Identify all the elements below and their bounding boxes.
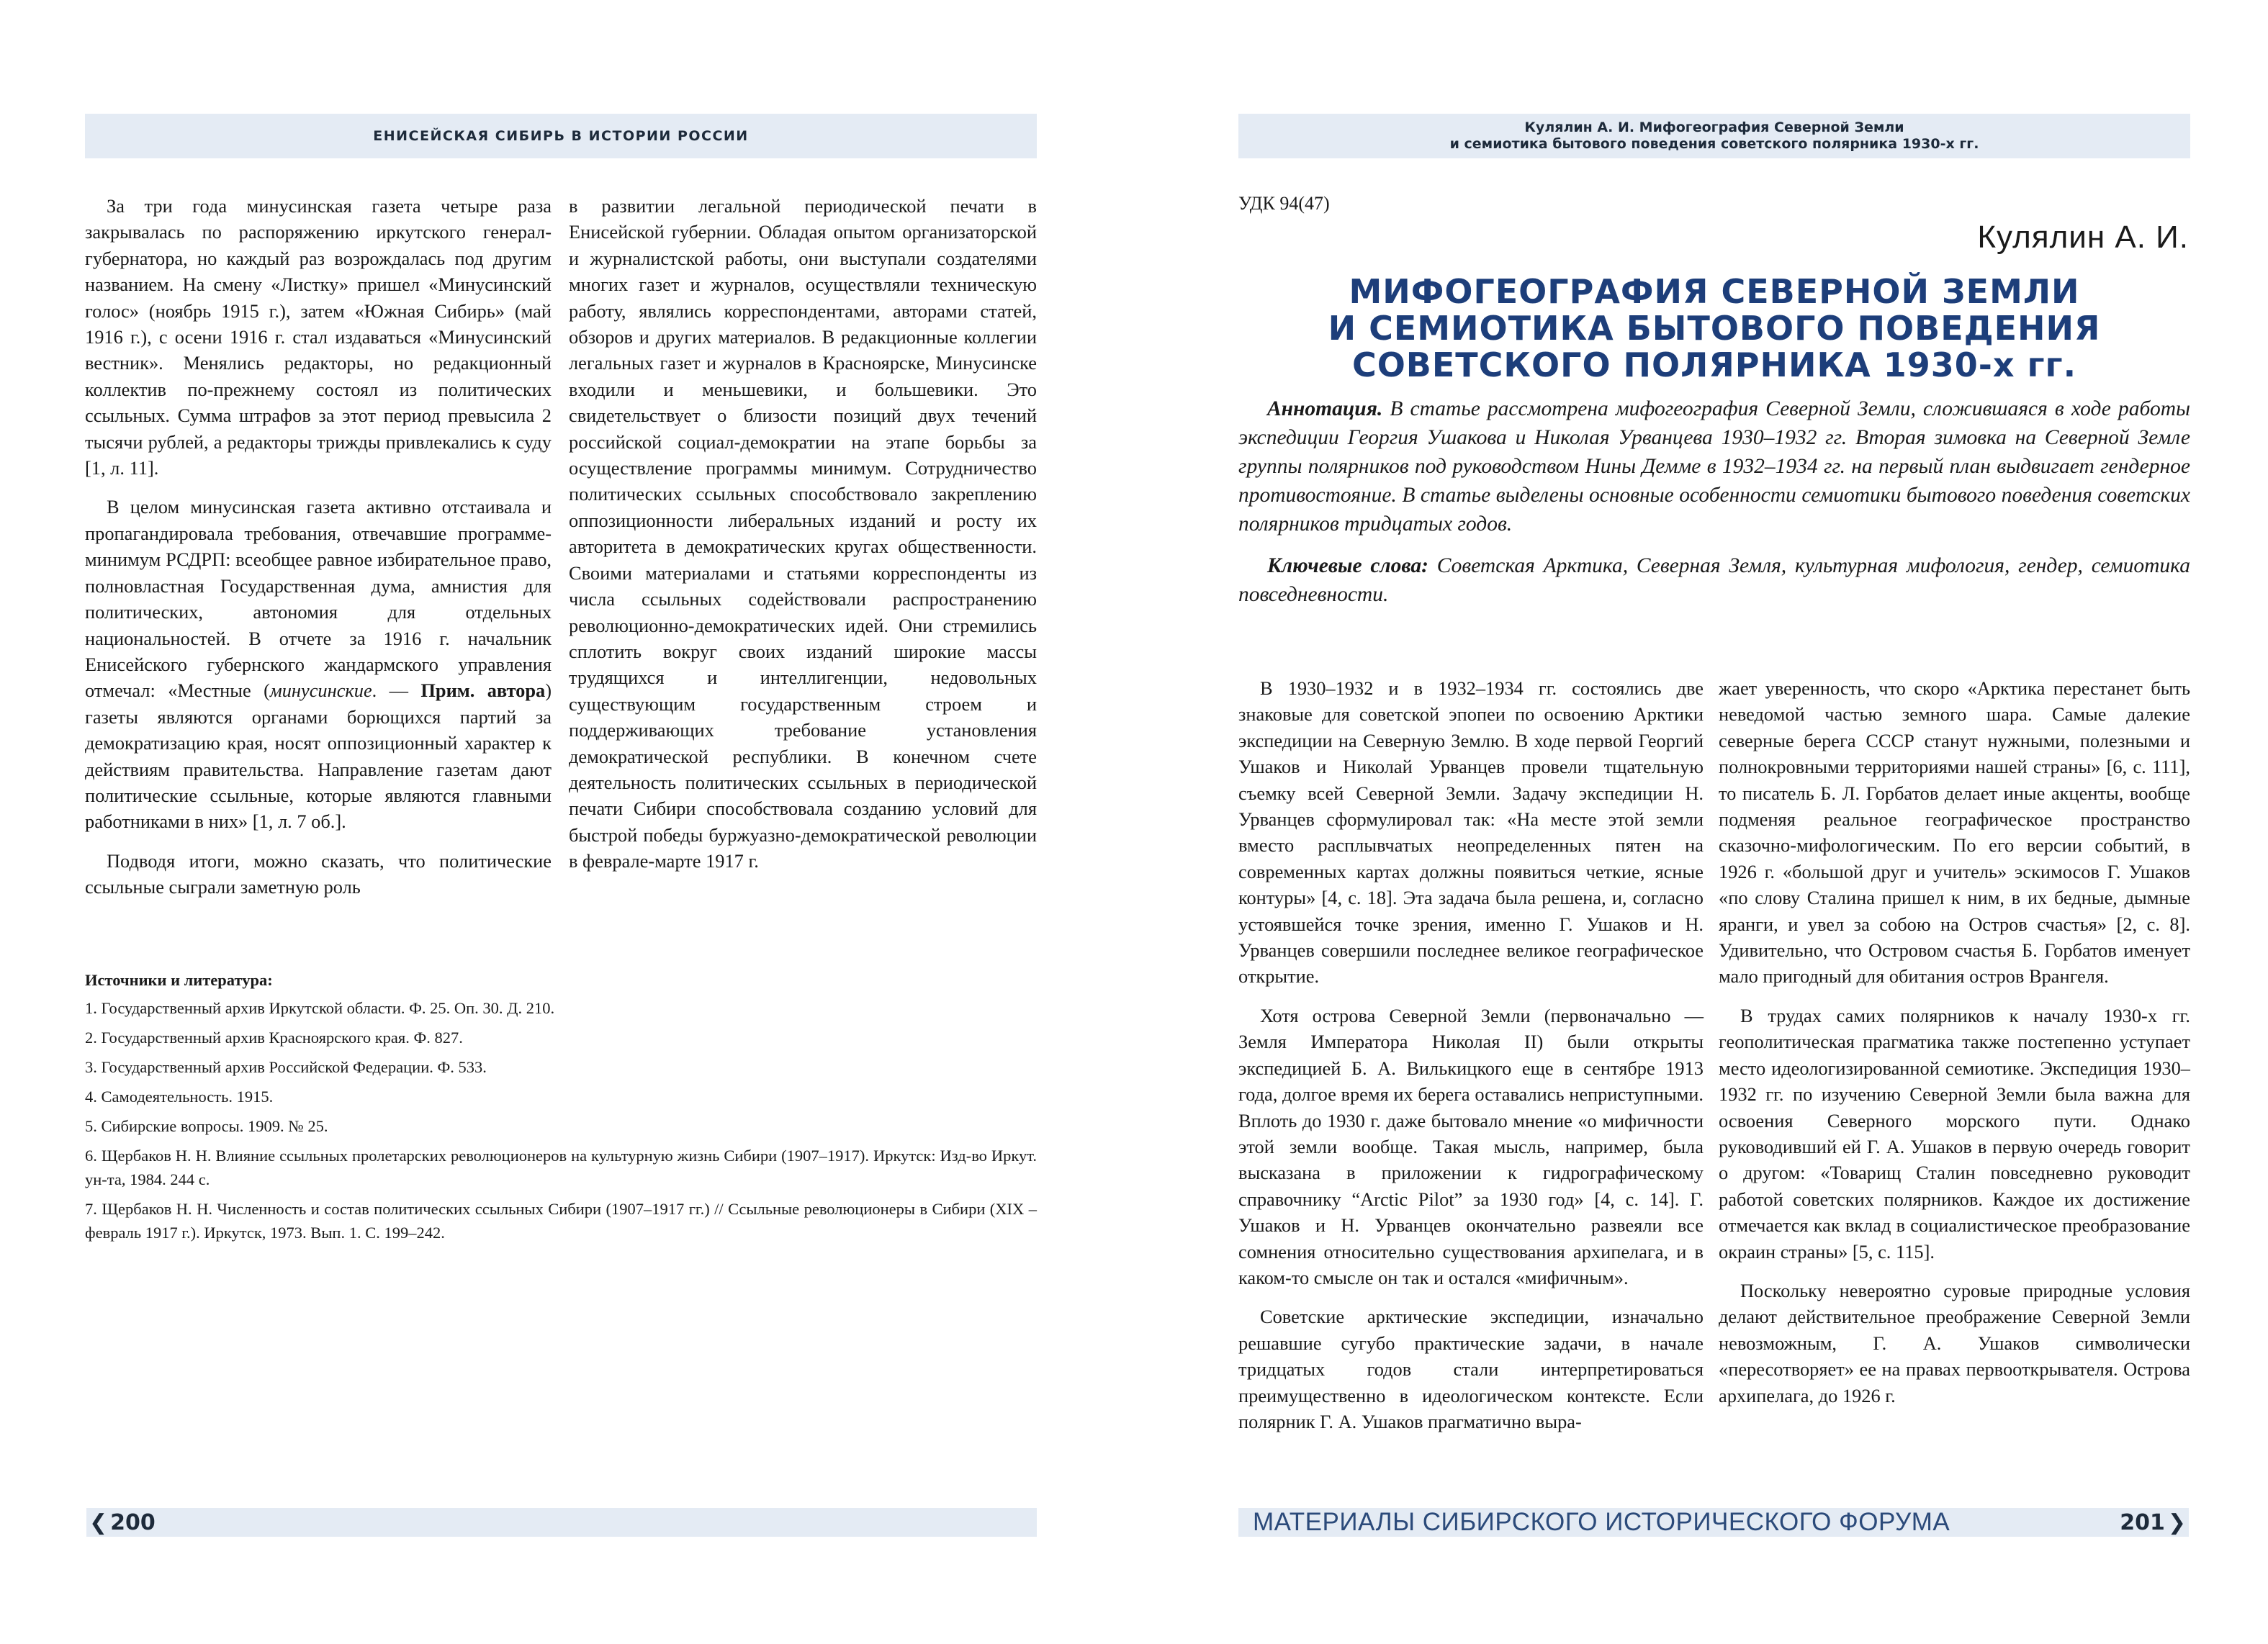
source-item: 3. Государственный архив Российской Федерации. Ф. 533. bbox=[85, 1058, 487, 1076]
chevron-right-icon: ❯ bbox=[2167, 1509, 2186, 1535]
right-column-2 bbox=[1719, 675, 2190, 1409]
left-page-number bbox=[86, 1510, 156, 1535]
left-col1-p2-start: В целом минусинская газета активно отстаивала и пропагандировала требования, отвечавшие программе-минимум РСДРП: всеобщее равное избирательное право, полновластная Государственная дума, амнистия для политических, автономия для отдельных национальностей. В отчете за 1916 г. начальник Енисейского губернского жандармского управления отмечал: «Местные ( bbox=[85, 496, 552, 702]
sources-list bbox=[85, 968, 1037, 1250]
keywords-text: Советская Арктика, Северная Земля, культурная мифология, гендер, семиотика повседневности. bbox=[1238, 554, 2190, 606]
left-col1-p2-end: ) газеты являются органами борющихся партий за демократизацию края, носят оппозиционный характер к действиям правительства. Направление газетам дают политические ссыльные, которые являются главными работниками в них» [1, л. 7 об.]. bbox=[85, 679, 552, 833]
left-running-head bbox=[85, 114, 1037, 158]
right-col2-paragraph-3: Поскольку невероятно суровые природные условия делают действительное преображение Северной Земли невозможным, Г. А. Ушаков символически «пересотворяет» ее на правах первооткрывателя. Острова архипелага, до 1926 г. bbox=[1719, 1279, 2190, 1406]
source-item: 4. Самодеятельность. 1915. bbox=[85, 1088, 274, 1106]
source-item: 6. Щербаков Н. Н. Влияние ссыльных пролетарских революционеров на культурную жизнь Сибири (1907–1917). Иркутск: Изд-во Иркут. ун-та, 1984. 244 с. bbox=[85, 1147, 1037, 1188]
left-col1-paragraph-3: Подводя итоги, можно сказать, что политические ссыльные сыграли заметную роль bbox=[85, 849, 552, 898]
right-running-head bbox=[1238, 114, 2190, 158]
right-col1-paragraph-1: В 1930–1932 и в 1932–1934 гг. состоялись две знаковые для советской эпопеи по освоению Арктики экспедиции на Северную Землю. В ходе первой Георгий Ушаков и Николай Урванцев провели тщательную съемку всей Северной Земли. Задачу экспедиции Н. Урванцев сформулировал так: «На месте этой земли вместо расплывчатых неопределенных пятен на современных картах должны появиться четкие, ясные контуры» [4, с. 18]. Эта задача была решена, и, согласно устоявшейся точке зрения, именно Г. Ушаков и Н. Урванцев совершили последнее великое географическое открытие. bbox=[1238, 677, 1704, 988]
left-col1-p2-italic: минусинские bbox=[269, 679, 372, 702]
right-page bbox=[1134, 0, 2268, 1644]
abstract-paragraph bbox=[1238, 394, 2190, 538]
article-author: Кулялин А. И. bbox=[1977, 220, 2189, 255]
source-item: 5. Сибирские вопросы. 1909. № 25. bbox=[85, 1117, 328, 1135]
article-title-line-1: МИФОГЕОГРАФИЯ СЕВЕРНОЙ ЗЕМЛИ bbox=[1349, 272, 2080, 311]
left-col2-paragraph-1: в развитии легальной периодической печати в Енисейской губернии. Обладая опытом организаторской и журналистской работы, они выступали создателями многих газет и журналов, осуществляли техническую работу, являлись корреспондентами, авторами статей, обзоров и других материалов. В редакционные коллегии легальных газет и журналов в Красноярске, Минусинске входили и меньшевики, и большевики. Это свидетельствует о близости позиций двух течений российской социал-демократии на этапе борьбы за осуществление программы минимум. Сотрудничество политических ссыльных способствовало закреплению оппозиционности либеральных изданий и росту их авторитета в демократических кругах общественности. Своими материалами и статьями корреспонденты из числа ссыльных содействовали распространению революционно-демократических идей. Они стремились сплотить вокруг своих изданий широкие массы трудящихся и интеллигенции, недовольных существующим государственным строем и поддерживающих требование установления демократической республики. В конечном счете деятельность политических ссыльных в периодической печати Сибири способствовала созданию условий для быстрой победы буржуазно-демократической революции в феврале-марте 1917 г. bbox=[569, 195, 1037, 872]
right-col2-paragraph-1: жает уверенность, что скоро «Арктика перестанет быть неведомой частью земного шара. Самые далекие северные берега СССР станут нужными, полезными и полнокровными территориями нашей страны» [6, с. 111], то писатель Б. Л. Горбатов делает иные акценты, вообще подменяя реальное географическое пространство сказочно-мифологическим. По его версии событий, в 1926 г. «большой друг и учитель» эскимосов Г. Ушаков «по слову Сталина пришел к ним, в их бедные, дымные яранги, и увел за собою на Остров счастья» [2, с. 8]. Удивительно, что Островом счастья Б. Горбатов именует мало пригодный для обитания остров Врангеля. bbox=[1719, 677, 2190, 988]
sources-title: Источники и литература: bbox=[85, 971, 273, 989]
right-col2-paragraph-2: В трудах самих полярников к началу 1930-х гг. геополитическая прагматика также постепенно уступает место идеологизированной семиотике. Экспедиция 1930–1932 гг. по изучению Северной Земли была важна для освоения Северного морского пути. Однако руководивший ей Г. А. Ушаков в первую очередь говорит о другом: «Товарищ Сталин повседневно руководит работой советских полярников. Каждое их достижение отмечается как вклад в социалистическое преобразование окраин страны» [5, с. 115]. bbox=[1719, 1004, 2190, 1263]
left-page-number-text: 200 bbox=[110, 1509, 156, 1535]
article-title bbox=[1238, 274, 2190, 384]
left-column-1 bbox=[85, 193, 552, 900]
abstract-label: Аннотация. bbox=[1267, 397, 1383, 420]
right-page-number bbox=[2120, 1510, 2189, 1535]
left-col1-p2-sep: . — bbox=[372, 679, 421, 702]
keywords-paragraph bbox=[1238, 551, 2190, 609]
source-item: 1. Государственный архив Иркутской области. Ф. 25. Оп. 30. Д. 210. bbox=[85, 999, 555, 1017]
left-col1-paragraph-2 bbox=[85, 494, 552, 834]
keywords-label: Ключевые слова: bbox=[1267, 554, 1428, 577]
article-title-line-3: СОВЕТСКОГО ПОЛЯРНИКА 1930-х гг. bbox=[1351, 345, 2077, 384]
udk-code: УДК 94(47) bbox=[1238, 193, 1330, 214]
abstract-block bbox=[1238, 394, 2190, 622]
abstract-text: В статье рассмотрена мифогеография Северной Земли, сложившаяся в ходе работы экспедиции Георгия Ушакова и Николая Урванцева 1930–1932 гг. Вторая зимовка на Северной Земле группы полярников под руководством Нины Демме в 1932–1934 гг. на первый план выдвигает гендерное противостояние. В статье выделены основные особенности семиотики бытового поведения советских полярников тридцатых годов. bbox=[1238, 397, 2190, 536]
right-page-number-text: 201 bbox=[2120, 1509, 2165, 1535]
left-col1-paragraph-1: За три года минусинская газета четыре раза закрывалась по распоряжению иркутского генерал-губернатора, но каждый раз возрождалась под другим названием. На смену «Листку» пришел «Минусинский голос» (ноябрь 1915 г.), затем «Южная Сибирь» (май 1916 г.), с осени 1916 г. стал издаваться «Минусинский вестник». Менялись редакторы, но редакционный коллектив по-прежнему состоял из политических ссыльных. Сумма штрафов за этот период превысила 2 тысячи рублей, а редакторы трижды привлекались к суду [1, л. 11]. bbox=[85, 195, 552, 479]
right-running-head-line2: и семиотика бытового поведения советского полярника 1930-х гг. bbox=[1449, 136, 1979, 152]
right-col1-paragraph-2: Хотя острова Северной Земли (первоначально — Земля Императора Николая II) были открыты экспедицией Б. А. Вилькицкого еще в сентябре 1913 года, долгое время их берега оставались неприступными. Вплоть до 1930 г. даже бытовало мнение «о мифичности этой земли вообще. Такая мысль, например, была высказана в приложении к гидрографическому справочнику “Arctic Pilot” за 1930 год» [4, с. 14]. Г. Ушаков и Н. Урванцев окончательно развеяли все сомнения относительно существования архипелага, и в каком-то смысле он так и остался «мифичным». bbox=[1238, 1004, 1704, 1288]
source-item: 2. Государственный архив Красноярского края. Ф. 827. bbox=[85, 1029, 463, 1047]
right-running-head-line1: Кулялин А. И. Мифогеография Северной Земли bbox=[1524, 119, 1904, 135]
article-title-line-2: И СЕМИОТИКА БЫТОВОГО ПОВЕДЕНИЯ bbox=[1328, 309, 2101, 348]
chevron-left-icon: ❮ bbox=[89, 1509, 108, 1535]
left-footer-bar bbox=[86, 1508, 1037, 1537]
left-running-head-text: ЕНИСЕЙСКАЯ СИБИРЬ В ИСТОРИИ РОССИИ bbox=[373, 128, 749, 144]
left-col1-p2-bold: Прим. автора bbox=[420, 679, 546, 702]
left-column-2 bbox=[569, 193, 1037, 875]
forum-title: МАТЕРИАЛЫ СИБИРСКОГО ИСТОРИЧЕСКОГО ФОРУМА bbox=[1253, 1508, 1950, 1536]
right-footer-bar bbox=[1238, 1508, 2189, 1537]
source-item: 7. Щербаков Н. Н. Численность и состав политических ссыльных Сибири (1907–1917 гг.) // Ссыльные революционеры в Сибири (XIX – февраль 1917 г.). Иркутск, 1973. Вып. 1. С. 199–242. bbox=[85, 1200, 1037, 1242]
right-column-1 bbox=[1238, 675, 1704, 1435]
right-col1-paragraph-3: Советские арктические экспедиции, изначально решавшие сугубо практические задачи, в начале тридцатых годов стали интерпретироваться преимущественно в идеологическом контексте. Если полярник Г. А. Ушаков прагматично выра- bbox=[1238, 1306, 1704, 1432]
